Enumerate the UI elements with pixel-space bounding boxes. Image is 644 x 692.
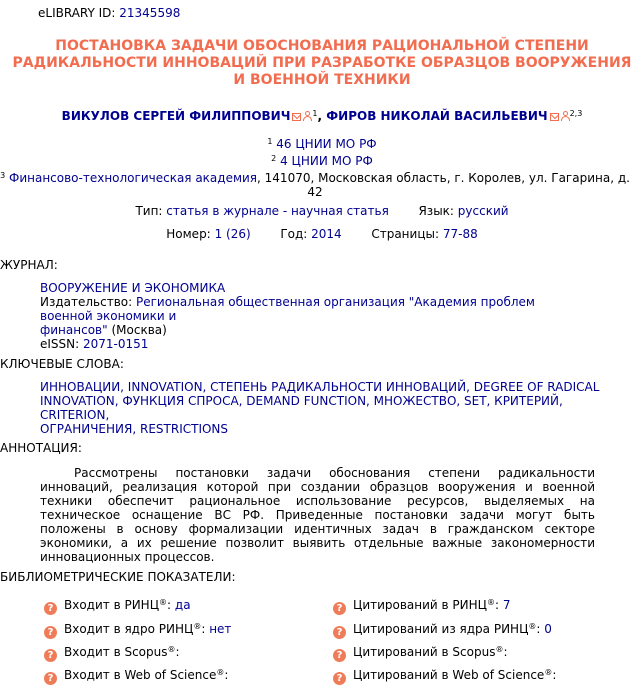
biblio-value[interactable]: нет xyxy=(209,622,232,636)
keywords-line-3[interactable]: ОГРАНИЧЕНИЯ, RESTRICTIONS xyxy=(40,422,229,436)
biblio-value[interactable]: 0 xyxy=(544,622,552,636)
journal-section-label: ЖУРНАЛ: xyxy=(0,258,58,272)
registered-mark: ® xyxy=(193,622,202,631)
biblio-label: Входит в Web of Science xyxy=(64,668,217,682)
biblio-separator: : xyxy=(552,668,557,682)
help-icon[interactable]: ? xyxy=(44,602,57,615)
biblio-label: Входит в ядро РИНЦ xyxy=(64,622,194,636)
affiliation-3 xyxy=(0,171,630,199)
biblio-label: Цитирований в Scopus xyxy=(353,645,496,659)
affiliation-3-address: , 141070, Московская область, г. Королев, ул. Гагарина, д. 42 xyxy=(257,171,630,199)
publisher-name-line-1: Региональная общественная организация "Академия проблем военной экономики и xyxy=(40,295,535,323)
biblio-label: Цитирований из ядра РИНЦ xyxy=(353,622,529,636)
biblio-separator: : xyxy=(536,622,541,636)
biblio-separator: : xyxy=(167,598,172,612)
biblio-label: Цитирований в Web of Science xyxy=(353,668,545,682)
publisher-name-line-2: финансов" xyxy=(40,323,108,337)
affiliation-2-link[interactable]: 4 ЦНИИ МО РФ xyxy=(280,154,373,168)
biblio-item-in-rinc xyxy=(44,598,191,614)
affiliation-3-number: 3 xyxy=(0,171,6,180)
eissn-link[interactable]: 2071-0151 xyxy=(83,337,149,351)
author-2-affiliation-ref: 2,3 xyxy=(569,109,583,118)
registered-mark: ® xyxy=(159,598,168,607)
author-1-affiliation-ref: 1 xyxy=(312,109,318,118)
pages-label: Страницы: xyxy=(371,227,440,241)
help-icon[interactable]: ? xyxy=(44,626,57,639)
type-label: Тип: xyxy=(135,204,163,218)
help-icon[interactable]: ? xyxy=(333,672,346,685)
help-icon[interactable]: ? xyxy=(333,602,346,615)
number-label: Номер: xyxy=(166,227,211,241)
elibrary-id-link[interactable]: 21345598 xyxy=(119,6,181,20)
person-icon[interactable] xyxy=(303,111,312,121)
affiliation-1 xyxy=(0,137,644,151)
elibrary-id xyxy=(38,6,180,20)
person-icon[interactable] xyxy=(561,111,570,121)
article-title-line-2: РАДИКАЛЬНОСТИ ИННОВАЦИЙ ПРИ РАЗРАБОТКЕ ОБРАЗЦОВ ВООРУЖЕНИЯ xyxy=(12,55,632,71)
affiliation-2-number: 2 xyxy=(271,154,277,163)
biblio-value[interactable]: да xyxy=(174,598,191,612)
biblio-separator: : xyxy=(224,668,229,682)
year-label: Год: xyxy=(280,227,308,241)
biblio-separator: : xyxy=(503,645,508,659)
journal-block xyxy=(40,281,590,351)
help-icon[interactable]: ? xyxy=(333,649,346,662)
keywords-list[interactable] xyxy=(40,380,600,436)
keywords-section-label: КЛЮЧЕВЫЕ СЛОВА: xyxy=(0,357,124,371)
biblio-label: Цитирований в РИНЦ xyxy=(353,598,487,612)
mail-icon[interactable] xyxy=(550,113,559,121)
registered-mark: ® xyxy=(544,668,553,677)
year-value[interactable]: 2014 xyxy=(311,227,342,241)
keywords-line-1[interactable]: ИННОВАЦИИ, INNOVATION, СТЕПЕНЬ РАДИКАЛЬНОСТИ ИННОВАЦИЙ, DEGREE OF RADICAL xyxy=(40,380,600,394)
abstract-section-label: АННОТАЦИЯ: xyxy=(0,441,82,455)
type-value[interactable]: статья в журнале - научная статья xyxy=(166,204,389,218)
author-link-1[interactable]: ВИКУЛОВ СЕРГЕЙ ФИЛИППОВИЧ xyxy=(61,109,291,123)
pages-value[interactable]: 77-88 xyxy=(442,227,478,241)
language-value[interactable]: русский xyxy=(457,204,509,218)
biblio-separator: : xyxy=(175,645,180,659)
biblio-value[interactable]: 7 xyxy=(502,598,511,612)
help-icon[interactable]: ? xyxy=(44,672,57,685)
mail-icon[interactable] xyxy=(292,113,301,121)
biblio-item-citations-scopus xyxy=(333,645,508,661)
meta-type-language xyxy=(0,204,644,218)
biblio-item-in-scopus xyxy=(44,645,180,661)
registered-mark: ® xyxy=(528,622,537,631)
biblio-item-in-wos xyxy=(44,668,228,684)
author-link-2[interactable]: ФИРОВ НИКОЛАЙ ВАСИЛЬЕВИЧ xyxy=(326,109,548,123)
article-title-line-1: ПОСТАНОВКА ЗАДАЧИ ОБОСНОВАНИЯ РАЦИОНАЛЬНОЙ СТЕПЕНИ xyxy=(55,38,589,54)
biblio-separator: : xyxy=(201,622,206,636)
journal-name-link[interactable]: ВООРУЖЕНИЕ И ЭКОНОМИКА xyxy=(40,281,226,295)
registered-mark: ® xyxy=(495,645,504,654)
biblio-item-in-rinc-core xyxy=(44,622,231,638)
publisher-city: (Москва) xyxy=(111,323,167,337)
affiliation-2 xyxy=(0,154,644,168)
publisher-label: Издательство: xyxy=(40,295,133,309)
biblio-item-citations-rinc xyxy=(333,598,511,614)
language-label: Язык: xyxy=(418,204,454,218)
registered-mark: ® xyxy=(216,668,225,677)
affiliation-3-link[interactable]: Финансово-технологическая академия xyxy=(8,171,258,185)
biblio-label: Входит в РИНЦ xyxy=(64,598,160,612)
meta-issue xyxy=(0,227,644,241)
authors-line xyxy=(0,109,644,123)
abstract-body: Рассмотрены постановки задачи обоснования степени радикальности инноваций, реализация которой при создании образцов вооружения и военной техники обеспечит рациональное использование ресурсов, выделяемых на техническое оснащение ВС РФ. Приведенные постановки задачи могут быть положены в основу формализации идентичных задач в гражданском секторе экономики, а их решение позволит выявить отдельные важные закономерности инновационных процессов. xyxy=(40,466,595,564)
elibrary-id-label: eLIBRARY ID: xyxy=(38,6,116,20)
registered-mark: ® xyxy=(487,598,495,607)
affiliation-1-link[interactable]: 46 ЦНИИ МО РФ xyxy=(276,137,377,151)
keywords-line-2[interactable]: INNOVATION, ФУНКЦИЯ СПРОСА, DEMAND FUNCTION, МНОЖЕСТВО, SET, КРИТЕРИЙ, CRITERION, xyxy=(40,394,563,422)
help-icon[interactable]: ? xyxy=(44,649,57,662)
authors-separator: , xyxy=(317,109,323,123)
biblio-label: Входит в Scopus xyxy=(64,645,168,659)
help-icon[interactable]: ? xyxy=(333,626,346,639)
article-title-line-3: И ВОЕННОЙ ТЕХНИКИ xyxy=(233,72,411,88)
biblio-section-label: БИБЛИОМЕТРИЧЕСКИЕ ПОКАЗАТЕЛИ: xyxy=(0,570,236,584)
biblio-separator: : xyxy=(495,598,500,612)
biblio-item-citations-rinc-core xyxy=(333,622,552,638)
affiliation-1-number: 1 xyxy=(267,137,273,146)
article-title xyxy=(0,38,644,89)
eissn-label: eISSN: xyxy=(40,337,80,351)
registered-mark: ® xyxy=(167,645,176,654)
number-value[interactable]: 1 (26) xyxy=(214,227,251,241)
abstract-text xyxy=(40,466,595,564)
biblio-item-citations-wos xyxy=(333,668,556,684)
